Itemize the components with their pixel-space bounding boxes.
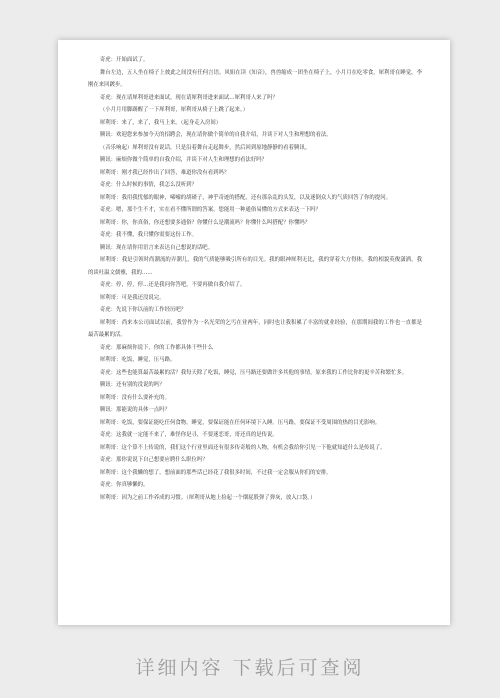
footer-notice: 详细内容 下载后可查阅: [135, 657, 365, 679]
document-paragraph: 奇虎：我不懂，我只懂你需要这份工作。: [99, 232, 197, 238]
document-paragraph: 腾讯：还有别的没说的吗？: [99, 382, 165, 388]
document-paragraph: 奇虎：现在请犀利哥进来面试。现在请犀利哥进来面试…犀利哥人来了吗？: [99, 94, 278, 101]
document-paragraph: 奇虎：嗯，那个生不才，实在看不懂所谓的答案，您能用一种通俗易懂的方式来表达一下吗？: [99, 207, 321, 213]
document-paragraph: （音乐响起）犀利哥没有说话，只是沿着舞台走起舞步，然后回到原地静静的看着腾讯。: [99, 144, 311, 151]
document-paragraph: 舞台左边，五人坐在椅子上彼此之间没有任何言语。风姐在读《知音》，兽兽缩成一团坐在椅子上，小月月在吃零食，犀利哥在睡觉，李刚在来回踱步。: [88, 69, 422, 88]
document-paragraph: 犀利哥：因为之前工作养成的习惯。（犀利哥从地上捡起一个烟屁股弹了弹灰，放入口袋。）: [99, 494, 316, 501]
document-paragraph: 犀利哥：尚来本公司面试以前，我曾作为一名光荣的乞丐在业两年，同时也让我积累了丰富的就业经验，在那期间我的工作也一直都是最苦最累的活。: [88, 319, 422, 338]
document-paragraph: 奇虎：这些也能算最苦最累的活？我每天除了吃饭，睡觉，压马路还要做许多其他的事情，原来我的工作比你的更辛苦和繁忙多。: [99, 369, 408, 376]
document-paragraph: 奇虎：什么时候的事情，我怎么没听到？: [99, 182, 197, 188]
document-paragraph: 奇虎：你真够懒的。: [99, 482, 149, 488]
document-paragraph: 奇虎：那麻烦你说下，你的工作都具体干些什么: [99, 344, 214, 351]
document-paragraph: 奇虎：先说下你以前的工作经历吧？: [99, 307, 187, 313]
document-paragraph: 犀利哥：这个我懒的想了，想前面的那些话已经花了我很多时间，不过我一定会服从你们的安排。: [99, 469, 332, 476]
document-paragraph: （小月月用脚踢醒了一下犀利哥，犀利哥从椅子上跳了起来。）: [99, 107, 249, 113]
document-paragraph: 犀利哥：来了，来了，我马上来。（起身走入房间）: [99, 119, 222, 126]
document-paragraph: 腾讯：欢迎您来参加今天的招聘会，现在请你做个简单的自我介绍，并谈下对人生和理想的看法。: [99, 132, 332, 138]
document-paragraph: 犀利哥：吃饭，睡觉，压马路。: [99, 357, 176, 363]
document-paragraph: 犀利哥：刚才我已经作出了回答，难道你没有看到吗？: [99, 169, 230, 176]
document-paragraph: 犀利哥：我是引领时尚潮流的弄潮儿，我的气质能够吸引所有的目光。我的眼神犀利无比，我的穿着大方得体，我的相貌英俊潇洒，我的谈吐温文儒雅，我的……: [88, 257, 422, 276]
document-paragraph: 腾讯：现在请你用语言来表达自己想说的话吧。: [99, 244, 214, 251]
document-paragraph: 犀利哥：没有什么要补充的。: [99, 394, 170, 401]
document-paragraph: 犀利哥：吃饭，要保证能吃任何食物。睡觉，要保证能在任何环境下入睡。压马路，要保证不受周围的热的目光影响。: [99, 419, 381, 426]
document-page: [58, 40, 450, 625]
document-paragraph: 奇虎：开始面试了。: [99, 57, 149, 63]
document-paragraph: 奇虎：那你说说下自己想要应聘什么职位吗？: [99, 457, 208, 463]
document-paragraph: 犀利哥：这个算不上传说的，我们这个行业里面还有很多传奇般的人物，有机会我给你引见一下他就知道什么是传说了。: [99, 444, 386, 451]
document-paragraph: 腾讯：麻烦你做个简单的自我介绍，并谈下对人生和理想的看法好吗？: [99, 157, 267, 163]
document-paragraph: 犀利哥：可是我还没说完。: [99, 294, 165, 301]
document-paragraph: 犀利哥：我用我忧郁的眼神，唏嘘的胡碴子，神乎奇迹的搭配，还有那杂乱的头发，以及迷倒众人的气质回答了你的提问。: [99, 194, 391, 201]
document-paragraph: 犀利哥：你，你真俗，你还想要多通俗？你懂什么是潮流吗？你懂什么叫搭配？你懂吗？: [99, 219, 311, 226]
document-paragraph: 奇虎：这我就一定能不来了，难怪你是寻，不要迷恋哥，哥还真的是传说。: [99, 432, 278, 438]
document-body: [88, 54, 422, 504]
document-paragraph: 腾讯：那能说的具体一点吗？: [99, 407, 170, 413]
document-paragraph: 奇虎：停，停，停…还是我问你答吧，不要再做自我介绍了。: [99, 282, 246, 288]
